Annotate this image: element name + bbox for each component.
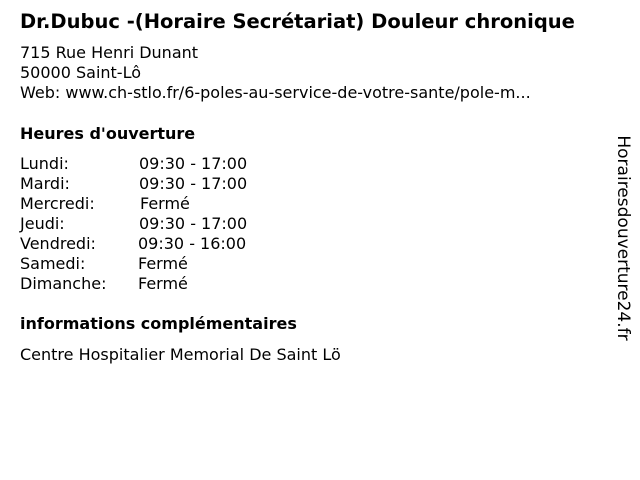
day-label: Jeudi: [20, 214, 65, 233]
hours-value: Fermé [138, 274, 188, 293]
additional-info-text: Centre Hospitalier Memorial De Saint Lö [20, 345, 341, 364]
street-address: 715 Rue Henri Dunant [20, 43, 199, 62]
opening-hours-heading: Heures d'ouverture [20, 124, 196, 143]
hours-value: 09:30 - 17:00 [139, 174, 248, 193]
hours-value: 09:30 - 17:00 [139, 154, 248, 173]
site-brand-vertical: Horairesdouverture24.fr [613, 135, 633, 341]
day-label: Samedi: [20, 254, 86, 273]
additional-info-heading: informations complémentaires [20, 314, 297, 333]
hours-value: 09:30 - 17:00 [139, 214, 248, 233]
day-label: Mercredi: [20, 194, 95, 213]
day-label: Dimanche: [20, 274, 107, 293]
city-address: 50000 Saint-Lô [20, 63, 141, 82]
page-title: Dr.Dubuc -(Horaire Secrétariat) Douleur chronique [20, 10, 575, 33]
day-label: Lundi: [20, 154, 69, 173]
website-link[interactable]: Web: www.ch-stlo.fr/6-poles-au-service-de-votre-sante/pole-m... [20, 83, 531, 102]
hours-value: 09:30 - 16:00 [138, 234, 247, 253]
hours-value: Fermé [140, 194, 190, 213]
hours-value: Fermé [138, 254, 188, 273]
address-block [20, 43, 531, 103]
day-label: Mardi: [20, 174, 70, 193]
day-label: Vendredi: [20, 234, 96, 253]
